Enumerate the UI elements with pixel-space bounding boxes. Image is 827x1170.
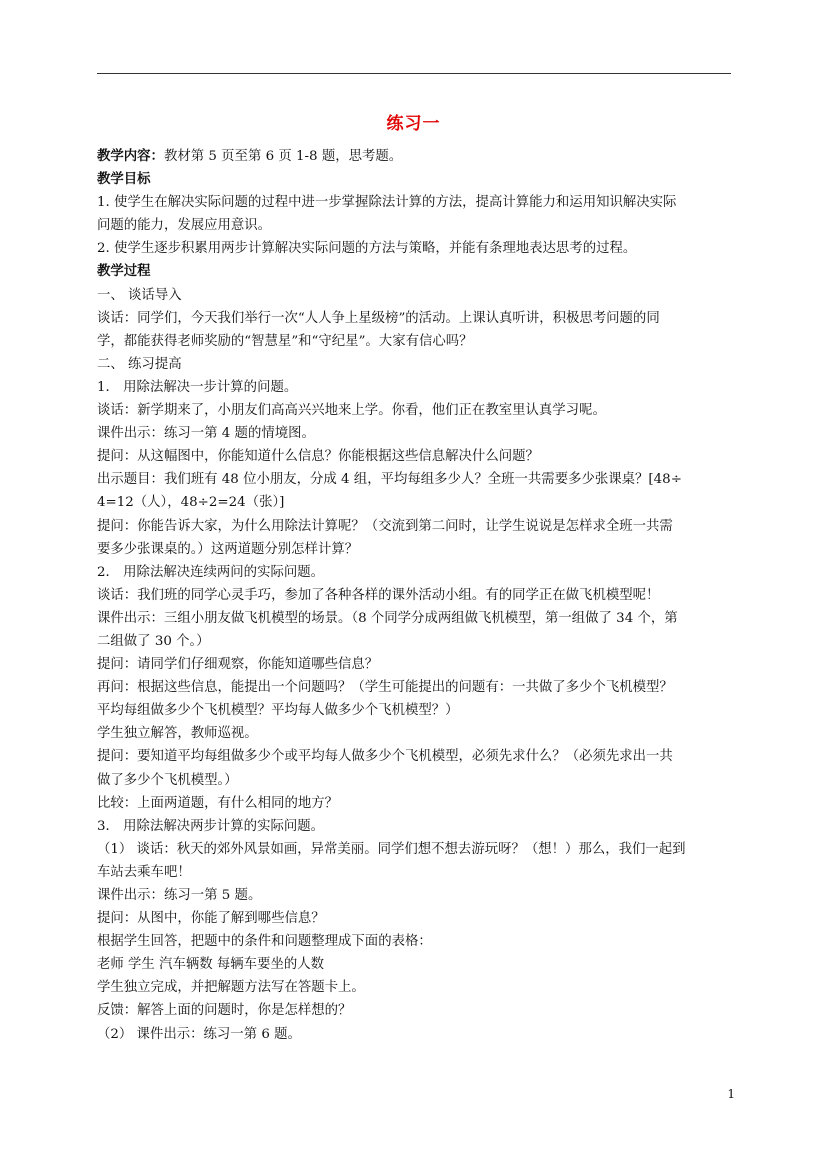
line-text: 学生独立解答，教师巡视。	[97, 726, 258, 742]
line-text: 平均每组做多少个飞机模型？平均每人做多少个飞机模型？）	[97, 703, 459, 719]
line-text: 提问：从图中，你能了解到哪些信息？	[97, 911, 325, 927]
text-line	[97, 445, 737, 468]
text-line	[97, 999, 737, 1022]
line-text: 反馈：解答上面的问题时，你是怎样想的？	[97, 1003, 352, 1019]
text-line	[97, 607, 737, 630]
line-text: 课件出示：练习一第 5 题。	[97, 888, 262, 903]
line-text: 老师 学生 汽车辆数 每辆车要坐的人数	[97, 957, 325, 973]
line-text: 车站去乘车吧！	[97, 864, 191, 880]
line-text: 1． 用除法解决一步计算的问题。	[97, 379, 298, 395]
text-line	[97, 792, 737, 815]
line-text: 课件出示：练习一第 4 题的情境图。	[97, 426, 315, 442]
line-text: 课件出示：三组小朋友做飞机模型的场景。（8 个同学分成两组做飞机模型，第一组做了 34 个，第	[97, 610, 678, 626]
text-line	[97, 376, 737, 399]
text-line	[97, 653, 737, 676]
line-text: 再问：根据这些信息，能提出一个问题吗？（学生可能提出的问题有：一共做了多少个飞机模型？	[97, 680, 673, 696]
line-text: 问题的能力，发展应用意识。	[97, 218, 272, 234]
line-text: 提问：请同学们仔细观察，你能知道哪些信息？	[97, 657, 379, 673]
text-line	[97, 491, 737, 514]
line-text: 谈话：同学们，今天我们举行一次“人人争上星级榜”的活动。上课认真听讲，积极思考问题的同	[97, 310, 660, 326]
text-line	[97, 815, 737, 838]
page-title: 练习一	[386, 114, 441, 134]
section-label: 教学内容：	[97, 148, 164, 164]
text-line	[97, 353, 737, 376]
section-label: 教学过程	[97, 263, 151, 280]
line-text: 4=12（人），48÷2=24（张）]	[97, 495, 285, 511]
line-text: 一、 谈话导入	[97, 287, 182, 303]
line-text: 1. 使学生在解决实际问题的过程中进一步掌握除法计算的方法，提高计算能力和运用知识解决实际	[97, 195, 677, 211]
text-line	[97, 769, 737, 792]
text-line	[97, 468, 737, 491]
text-line	[97, 330, 737, 353]
text-line	[97, 584, 737, 607]
text-line	[97, 515, 737, 538]
text-line	[97, 630, 737, 653]
line-text: 谈话：我们班的同学心灵手巧，参加了各种各样的课外活动小组。有的同学正在做飞机模型呢！	[97, 587, 660, 603]
text-line	[97, 907, 737, 930]
text-line	[97, 838, 737, 861]
page-number: 1	[727, 1087, 735, 1101]
text-line	[97, 168, 737, 191]
section-label: 教学目标	[97, 171, 151, 188]
line-text: 做了多少个飞机模型。）	[97, 772, 238, 788]
header-rule	[97, 73, 731, 74]
text-line	[97, 145, 737, 168]
line-text: 提问：要知道平均每组做多少个或平均每人做多少个飞机模型，必须先求什么？（必须先求出一共	[97, 749, 673, 765]
line-text: 二、 练习提高	[97, 356, 182, 372]
text-line	[97, 884, 737, 907]
line-text: 教材第 5 页至第 6 页 1-8 题，思考题。	[163, 149, 403, 164]
text-line	[97, 399, 737, 422]
text-line	[97, 1023, 737, 1046]
line-text: （2） 课件出示：练习一第 6 题。	[97, 1026, 301, 1042]
text-line	[97, 307, 737, 330]
line-text: 谈话：新学期来了，小朋友们高高兴兴地来上学。你看，他们正在教室里认真学习呢。	[97, 403, 606, 419]
text-line	[97, 722, 737, 745]
line-text: （1） 谈话：秋天的郊外风景如画，异常美丽。同学们想不想去游玩呀？（想！）那么，我们一起到	[97, 841, 686, 857]
text-line	[97, 861, 737, 884]
line-text: 二组做了 30 个。）	[97, 633, 210, 649]
text-line	[97, 676, 737, 699]
line-text: 学，都能获得老师奖励的“智慧星”和“守纪星”。大家有信心吗？	[97, 333, 473, 349]
text-line	[97, 260, 737, 283]
document-body	[97, 145, 737, 1046]
text-line	[97, 422, 737, 445]
line-text: 提问：从这幅图中，你能知道什么信息？你能根据这些信息解决什么问题？	[97, 449, 539, 465]
text-line	[97, 561, 737, 584]
line-text: 3． 用除法解决两步计算的实际问题。	[97, 818, 325, 834]
line-text: 学生独立完成，并把解题方法写在答题卡上。	[97, 980, 365, 996]
line-text: 提问：你能告诉大家，为什么用除法计算呢？（交流到第二问时，让学生说说是怎样求全班一共需	[97, 518, 673, 534]
text-line	[97, 191, 737, 214]
text-line	[97, 953, 737, 976]
line-text: 根据学生回答，把题中的条件和问题整理成下面的表格：	[97, 934, 432, 950]
text-line	[97, 930, 737, 953]
line-text: 比较：上面两道题，有什么相同的地方？	[97, 795, 339, 811]
line-text: 2． 用除法解决连续两问的实际问题。	[97, 564, 325, 580]
text-line	[97, 976, 737, 999]
text-line	[97, 237, 737, 260]
line-text: 出示题目：我们班有 48 位小朋友，分成 4 组，平均每组多少人？全班一共需要多少张课桌？[48÷	[97, 472, 682, 488]
text-line	[97, 699, 737, 722]
text-line	[97, 538, 737, 561]
text-line	[97, 745, 737, 768]
line-text: 要多少张课桌的。）这两道题分别怎样计算？	[97, 541, 359, 557]
text-line	[97, 284, 737, 307]
text-line	[97, 214, 737, 237]
line-text: 2. 使学生逐步积累用两步计算解决实际问题的方法与策略，并能有条理地表达思考的过程。	[97, 241, 637, 257]
